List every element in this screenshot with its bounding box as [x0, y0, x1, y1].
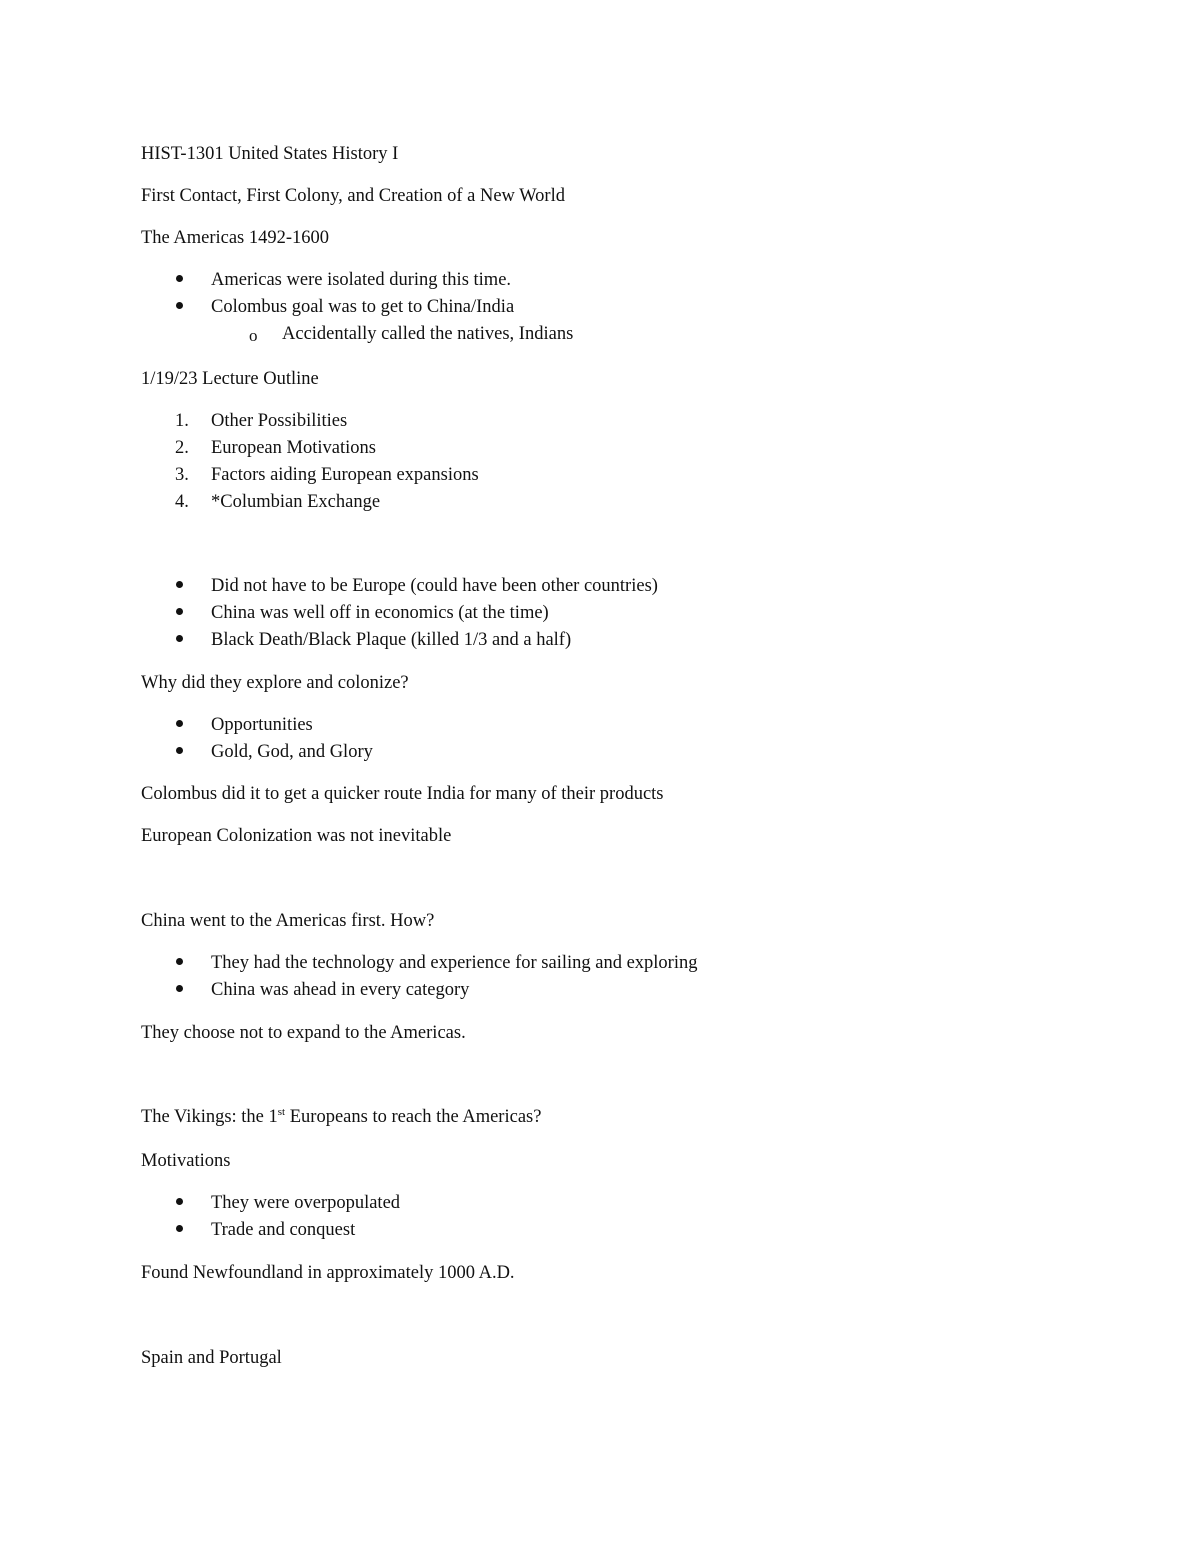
list-item: China was well off in economics (at the time) [211, 603, 549, 623]
bullet-icon [174, 299, 186, 311]
bullet-icon [174, 578, 186, 590]
list-number: 2. [175, 438, 189, 458]
bullet-icon [174, 717, 186, 729]
bullet-icon [174, 605, 186, 617]
list-item: Opportunities [211, 715, 313, 735]
bullet-icon [174, 744, 186, 756]
list-item: Gold, God, and Glory [211, 742, 373, 762]
paragraph: European Colonization was not inevitable [141, 826, 452, 846]
bullet-icon [174, 1222, 186, 1234]
bullet-icon [174, 955, 186, 967]
vikings-heading-suffix: Europeans to reach the Americas? [285, 1107, 542, 1127]
list-item: Trade and conquest [211, 1220, 356, 1240]
list-item: They had the technology and experience for sailing and exploring [211, 953, 698, 973]
list-item: Did not have to be Europe (could have been other countries) [211, 576, 658, 596]
section-heading-china: China went to the Americas first. How? [141, 911, 435, 931]
list-item: Other Possibilities [211, 411, 348, 431]
section-heading-americas: The Americas 1492-1600 [141, 228, 330, 248]
paragraph: Colombus did it to get a quicker route India for many of their products [141, 784, 664, 804]
bullet-icon [174, 632, 186, 644]
paragraph: They choose not to expand to the Americas. [141, 1023, 466, 1043]
list-item: *Columbian Exchange [211, 492, 381, 512]
section-heading-spain-portugal: Spain and Portugal [141, 1348, 282, 1368]
unit-title: First Contact, First Colony, and Creation of a New World [141, 186, 565, 206]
bullet-icon [174, 272, 186, 284]
list-number: 4. [175, 492, 189, 512]
vikings-heading-superscript: st [277, 1106, 286, 1118]
section-heading-vikings [141, 1104, 541, 1131]
list-item: Colombus goal was to get to China/India [211, 297, 515, 317]
list-item: Americas were isolated during this time. [211, 270, 512, 290]
bullet-icon [174, 982, 186, 994]
section-heading-why: Why did they explore and colonize? [141, 673, 409, 693]
motivations-label: Motivations [141, 1151, 231, 1171]
paragraph: Found Newfoundland in approximately 1000 A.D. [141, 1263, 515, 1283]
sub-bullet-marker: o [249, 326, 258, 345]
list-item: Factors aiding European expansions [211, 465, 479, 485]
list-item: Black Death/Black Plaque (killed 1/3 and a half) [211, 630, 572, 650]
sub-list-item: Accidentally called the natives, Indians [282, 324, 574, 344]
bullet-icon [174, 1195, 186, 1207]
list-item: They were overpopulated [211, 1193, 401, 1213]
course-title: HIST-1301 United States History I [141, 144, 399, 164]
list-number: 3. [175, 465, 189, 485]
list-item: China was ahead in every category [211, 980, 470, 1000]
section-heading-outline: 1/19/23 Lecture Outline [141, 369, 319, 389]
list-number: 1. [175, 411, 189, 431]
vikings-heading-prefix: The Vikings: the 1 [141, 1107, 278, 1127]
list-item: European Motivations [211, 438, 376, 458]
